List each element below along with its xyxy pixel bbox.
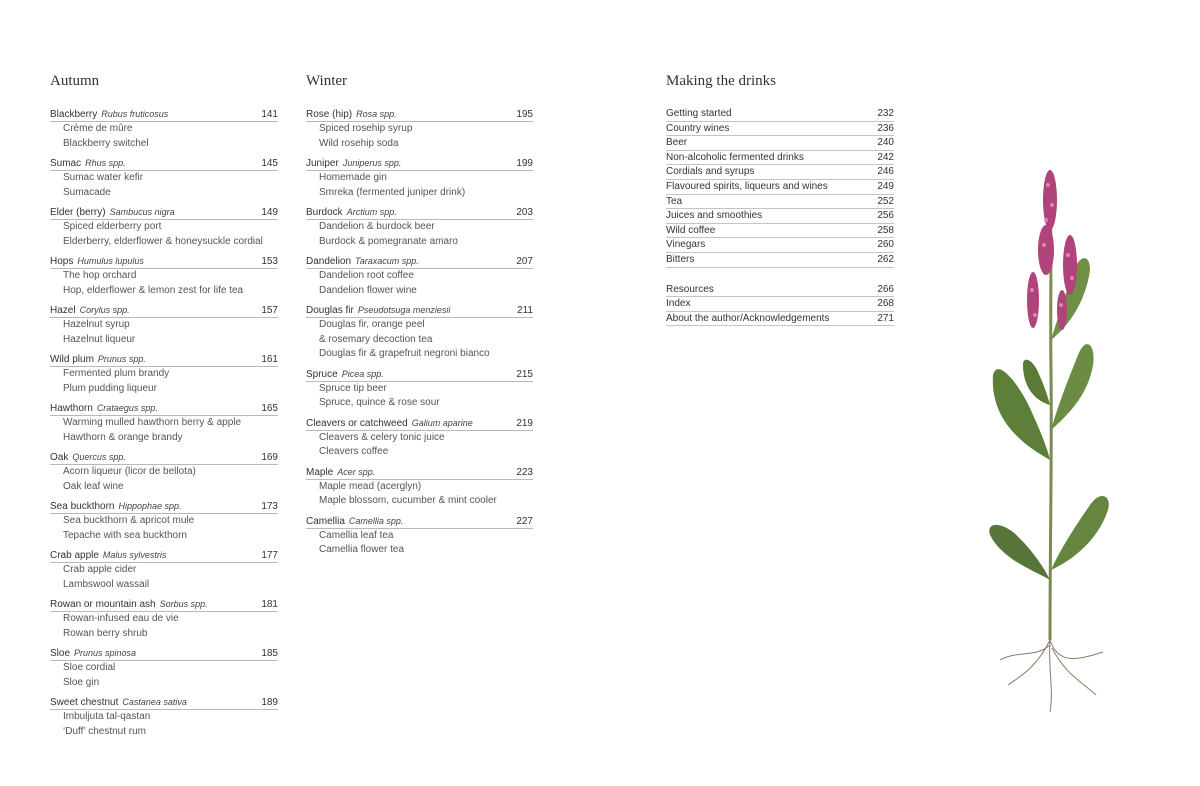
plant-scientific-name: Rubus fruticosus — [101, 109, 169, 119]
toc-entry — [306, 254, 533, 298]
plant-common-name: Elder (berry) — [50, 207, 106, 218]
toc-entry — [50, 695, 278, 739]
toc-row — [666, 209, 894, 224]
toc-entry — [50, 499, 278, 543]
toc-entry — [306, 465, 533, 509]
recipe-item: Sloe cordial — [63, 662, 116, 673]
entry-name — [50, 597, 208, 612]
toc-row — [666, 165, 894, 180]
recipe-item: Douglas fir, orange peel — [319, 319, 425, 330]
toc-label: Wild coffee — [666, 224, 716, 236]
entry-name — [50, 107, 168, 122]
toc-entry — [50, 205, 278, 249]
plant-common-name: Crab apple — [50, 550, 99, 561]
toc-entry — [306, 416, 533, 460]
plant-scientific-name: Pseudotsuga menziesii — [357, 305, 451, 315]
entry-name — [50, 450, 126, 465]
page-number: 153 — [261, 256, 278, 267]
page-number: 252 — [877, 195, 894, 207]
entry-name — [306, 465, 375, 480]
toc-entry — [50, 107, 278, 151]
page-number: 240 — [877, 137, 894, 149]
toc-row — [666, 224, 894, 239]
page-number: 211 — [517, 305, 533, 316]
recipe-item: Sloe gin — [63, 676, 100, 688]
plant-scientific-name: Quercus spp. — [72, 452, 126, 462]
entry-heading — [50, 646, 278, 661]
entry-name — [50, 695, 187, 710]
recipe-item: Hazelnut liqueur — [63, 333, 136, 345]
toc-row — [666, 107, 894, 122]
plant-common-name: Sea buckthorn — [50, 501, 115, 512]
entry-heading — [50, 205, 278, 220]
recipe-item: Wild rosehip soda — [319, 137, 399, 149]
entry-heading — [306, 465, 533, 480]
recipe-item: Crab apple cider — [63, 564, 137, 575]
recipe-item: Oak leaf wine — [63, 480, 124, 492]
toc-entry — [50, 254, 278, 298]
page-number: 141 — [261, 109, 278, 120]
entry-name — [50, 303, 130, 318]
recipe-item: The hop orchard — [63, 270, 137, 281]
entry-heading — [50, 597, 278, 612]
plant-scientific-name: Arctium spp. — [346, 207, 397, 217]
winter-entries — [306, 107, 533, 558]
toc-label: Bitters — [666, 253, 695, 265]
entry-name — [306, 514, 403, 529]
plant-scientific-name: Prunus spinosa — [74, 648, 137, 658]
toc-row — [666, 283, 894, 298]
plant-scientific-name: Juniperus spp. — [342, 158, 402, 168]
recipe-item: Rowan berry shrub — [63, 627, 148, 639]
toc-entry — [306, 205, 533, 249]
entry-name — [50, 156, 126, 171]
toc-entry — [306, 514, 533, 558]
plant-illustration-icon — [978, 160, 1118, 720]
recipe-item: Spruce tip beer — [319, 382, 387, 394]
page-number: 207 — [516, 256, 533, 267]
recipe-item: Homemade gin — [319, 172, 387, 183]
toc-row — [666, 297, 894, 312]
recipe-item: Crème de mûre — [63, 123, 133, 134]
entry-heading — [306, 107, 533, 122]
plant-common-name: Hazel — [50, 305, 76, 316]
entry-heading — [50, 303, 278, 318]
page-number: 223 — [516, 466, 533, 478]
plant-scientific-name: Rosa spp. — [356, 109, 397, 119]
toc-row — [666, 195, 894, 210]
winter-title: Winter — [306, 73, 348, 89]
toc-label: About the author/Acknowledgements — [666, 312, 830, 324]
plant-scientific-name: Camellia spp. — [348, 515, 404, 526]
entry-heading — [306, 156, 533, 171]
toc-entry — [50, 352, 278, 396]
toc-label: Country wines — [666, 122, 730, 134]
plant-common-name: Juniper — [306, 158, 339, 169]
toc-entry — [306, 303, 533, 362]
entry-heading — [50, 352, 278, 367]
recipe-item: Tepache with sea buckthorn — [63, 529, 187, 541]
entry-name — [50, 254, 144, 269]
page-number: 227 — [516, 515, 533, 527]
entry-heading — [306, 254, 533, 269]
toc-label: Index — [666, 298, 691, 310]
recipe-item: Douglas fir & grapefruit negroni bianco — [319, 348, 490, 359]
page-number: 195 — [516, 109, 533, 120]
plant-common-name: Camellia — [306, 515, 345, 527]
plant-common-name: Sweet chestnut — [50, 697, 119, 708]
toc-gap — [666, 268, 894, 283]
recipe-item: Burdock & pomegranate amaro — [319, 235, 458, 247]
plant-common-name: Rose (hip) — [306, 109, 353, 120]
plant-common-name: Hawthorn — [50, 403, 93, 414]
recipe-item: Smreka (fermented juniper drink) — [319, 186, 466, 198]
toc-row — [666, 122, 894, 137]
plant-common-name: Sumac — [50, 158, 82, 169]
plant-scientific-name: Galium aparine — [411, 417, 473, 428]
autumn-title: Autumn — [50, 73, 100, 89]
recipe-item: Maple blossom, cucumber & mint cooler — [319, 495, 497, 506]
page-number: 173 — [261, 501, 278, 512]
page-number: 219 — [516, 417, 533, 429]
page-number: 177 — [261, 550, 278, 561]
entry-name — [306, 367, 384, 382]
page-number: 258 — [877, 224, 894, 236]
page-number: 189 — [261, 697, 278, 708]
making-column — [666, 72, 894, 326]
toc-entry — [50, 646, 278, 690]
recipe-item: Camellia leaf tea — [319, 529, 394, 541]
plant-scientific-name: Picea spp. — [341, 368, 384, 379]
recipe-item: Warming mulled hawthorn berry & apple — [63, 417, 242, 428]
entry-heading — [306, 303, 533, 318]
toc-entry — [306, 367, 533, 411]
toc-row — [666, 151, 894, 166]
plant-common-name: Spruce — [306, 368, 338, 380]
page-number: 145 — [261, 158, 278, 169]
recipe-item: Hop, elderflower & lemon zest for life tea — [63, 284, 244, 296]
recipe-item: Imbuljuta tal-qastan — [63, 711, 151, 722]
plant-scientific-name: Taraxacum spp. — [355, 256, 419, 266]
recipe-item: Hawthorn & orange brandy — [63, 431, 183, 443]
making-back-items — [666, 283, 894, 327]
page-number: 181 — [261, 599, 278, 610]
page-number: 157 — [261, 305, 278, 316]
entry-name — [50, 548, 166, 563]
page-number: 268 — [877, 298, 894, 310]
recipe-item: Acorn liqueur (licor de bellota) — [63, 466, 196, 477]
plant-common-name: Maple — [306, 466, 334, 478]
toc-entry — [50, 401, 278, 445]
page-number: 169 — [261, 452, 278, 463]
entry-name — [50, 401, 158, 416]
entry-heading — [306, 514, 533, 529]
entry-heading — [50, 548, 278, 563]
toc-entry — [50, 303, 278, 347]
recipe-item: Sumac water kefir — [63, 172, 144, 183]
entry-heading — [306, 367, 533, 382]
entry-heading — [50, 254, 278, 269]
toc-row — [666, 136, 894, 151]
toc-label: Tea — [666, 195, 683, 207]
plant-scientific-name: Hippophae spp. — [118, 501, 182, 511]
toc-entry — [306, 156, 533, 200]
recipe-item: Plum pudding liqueur — [63, 382, 157, 394]
toc-label: Juices and smoothies — [666, 210, 763, 222]
recipe-item: Blackberry switchel — [63, 137, 149, 149]
recipe-item: Camellia flower tea — [319, 544, 405, 555]
autumn-column — [50, 72, 278, 744]
page-number: 262 — [877, 253, 894, 265]
toc-label: Flavoured spirits, liqueurs and wines — [666, 180, 828, 192]
page-number: 266 — [877, 283, 894, 295]
entry-name — [306, 254, 419, 269]
plant-common-name: Dandelion — [306, 256, 352, 267]
page-number: 249 — [877, 180, 894, 192]
plant-common-name: Sloe — [50, 648, 71, 659]
toc-row — [666, 253, 894, 268]
making-title: Making the drinks — [666, 73, 776, 89]
toc-label: Resources — [666, 283, 714, 295]
plant-scientific-name: Malus sylvestris — [102, 550, 167, 560]
page-number: 242 — [877, 151, 894, 163]
plant-common-name: Oak — [50, 452, 69, 463]
entry-name — [306, 303, 450, 318]
recipe-item: Spiced elderberry port — [63, 221, 162, 232]
toc-entry — [306, 107, 533, 151]
recipe-item: Maple mead (acerglyn) — [319, 480, 422, 492]
toc-entry — [50, 548, 278, 592]
page-number: 149 — [261, 207, 278, 218]
recipe-item: Dandelion root coffee — [319, 270, 414, 281]
entry-heading — [306, 205, 533, 220]
plant-scientific-name: Prunus spp. — [97, 354, 146, 364]
toc-row — [666, 238, 894, 253]
toc-row — [666, 312, 894, 327]
recipe-item: Cleavers & celery tonic juice — [319, 431, 445, 443]
recipe-item: Hazelnut syrup — [63, 319, 130, 330]
recipe-item: Spruce, quince & rose sour — [319, 397, 440, 408]
entry-name — [306, 156, 401, 171]
page-number: 256 — [877, 210, 894, 222]
page-number: 165 — [261, 403, 278, 414]
toc-row — [666, 180, 894, 195]
plant-scientific-name: Crataegus spp. — [96, 403, 158, 413]
page-number: 199 — [516, 158, 533, 169]
making-items — [666, 107, 894, 268]
entry-name — [306, 416, 473, 431]
toc-entry — [50, 597, 278, 641]
plant-common-name: Douglas fir — [306, 305, 354, 316]
recipe-item: Fermented plum brandy — [63, 368, 170, 379]
toc-entry — [50, 450, 278, 494]
toc-label: Getting started — [666, 108, 732, 119]
entry-heading — [50, 401, 278, 416]
entry-name — [306, 205, 397, 220]
page-number: 185 — [261, 648, 278, 659]
entry-heading — [50, 499, 278, 514]
entry-heading — [50, 695, 278, 710]
plant-common-name: Wild plum — [50, 354, 94, 365]
toc-label: Beer — [666, 137, 688, 149]
entry-heading — [50, 450, 278, 465]
entry-name — [306, 107, 397, 122]
roots — [1000, 640, 1103, 712]
plant-common-name: Hops — [50, 256, 74, 267]
page-number: 232 — [877, 108, 894, 119]
page-number: 246 — [877, 166, 894, 178]
toc-label: Vinegars — [666, 239, 706, 251]
recipe-item: Sea buckthorn & apricot mule — [63, 515, 195, 526]
page-number: 203 — [516, 207, 533, 218]
plant-scientific-name: Corylus spp. — [79, 305, 130, 315]
plant-common-name: Blackberry — [50, 109, 98, 120]
entry-name — [50, 352, 146, 367]
page-number: 161 — [261, 354, 278, 365]
recipe-item: & rosemary decoction tea — [319, 333, 433, 345]
recipe-item: Rowan-infused eau de vie — [63, 613, 179, 624]
recipe-item: Lambswool wassail — [63, 578, 150, 590]
recipe-item: Dandelion flower wine — [319, 284, 417, 296]
plant-scientific-name: Acer spp. — [337, 466, 376, 477]
entry-heading — [50, 107, 278, 122]
winter-column — [306, 72, 533, 563]
plant-common-name: Cleavers or catchweed — [306, 417, 408, 429]
entry-heading — [306, 416, 533, 431]
page-number: 271 — [877, 312, 894, 324]
recipe-item: Sumacade — [63, 186, 111, 198]
plant-common-name: Burdock — [306, 207, 343, 218]
leaves — [989, 258, 1108, 580]
entry-name — [50, 646, 136, 661]
toc-label: Non-alcoholic fermented drinks — [666, 151, 804, 163]
plant-scientific-name: Sorbus spp. — [159, 599, 208, 609]
entry-name — [50, 205, 175, 220]
autumn-entries — [50, 107, 278, 739]
toc-entry — [50, 156, 278, 200]
entry-heading — [50, 156, 278, 171]
plant-scientific-name: Castanea sativa — [122, 697, 187, 707]
page-number: 260 — [877, 239, 894, 251]
recipe-item: ‘Duff’ chestnut rum — [63, 725, 146, 737]
toc-label: Cordials and syrups — [666, 166, 755, 178]
recipe-item: Cleavers coffee — [319, 446, 389, 457]
plant-scientific-name: Rhus spp. — [85, 158, 126, 168]
plant-scientific-name: Humulus lupulus — [77, 256, 144, 266]
recipe-item: Spiced rosehip syrup — [319, 123, 413, 134]
page-number: 236 — [877, 122, 894, 134]
recipe-item: Elderberry, elderflower & honeysuckle cordial — [63, 235, 263, 247]
plant-scientific-name: Sambucus nigra — [109, 207, 175, 217]
plant-common-name: Rowan or mountain ash — [50, 599, 156, 610]
page-number: 215 — [516, 368, 533, 380]
entry-name — [50, 499, 182, 514]
recipe-item: Dandelion & burdock beer — [319, 221, 435, 232]
